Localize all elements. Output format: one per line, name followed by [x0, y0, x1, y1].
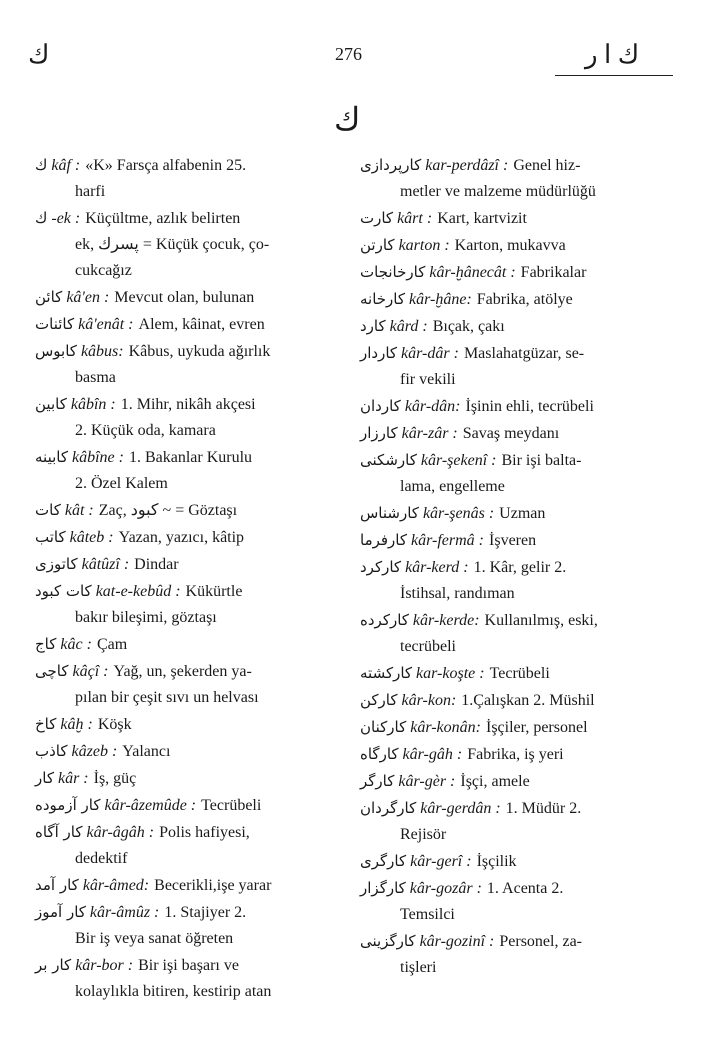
dictionary-entry [35, 338, 347, 391]
definition: Mevcut olan, bulunan [114, 289, 255, 306]
definition-continuation: lama, engelleme [400, 478, 505, 495]
definition: 1. Bakanlar Kurulu [128, 449, 253, 466]
arabic-headword: كارتن [360, 236, 395, 254]
dictionary-entry [360, 875, 672, 928]
transliteration: kâr-şekenî : [420, 452, 497, 469]
definition: Personel, za- [499, 933, 582, 950]
definition-continuation: Bir iş veya sanat öğreten [75, 930, 234, 947]
definition: Tecrübeli [489, 665, 550, 682]
dictionary-entry [35, 391, 347, 444]
transliteration: kâ'enât : [78, 316, 134, 333]
arabic-headword: كاركن [360, 691, 398, 709]
definition-continuation: kolaylıkla bitiren, kestirip atan [75, 983, 272, 1000]
definition: Uzman [499, 505, 546, 522]
arabic-headword: كارد [360, 317, 386, 335]
definition: Çam [96, 636, 128, 653]
arabic-headword: كائن [35, 288, 63, 306]
arabic-headword: كارگاه [360, 745, 399, 763]
arabic-headword: كات كبود [35, 582, 92, 600]
definition: Savaş meydanı [462, 425, 560, 442]
transliteration: kâr-âgâh : [86, 824, 155, 841]
dictionary-entry [360, 340, 672, 393]
definition-continuation: cukcağız [75, 262, 132, 279]
definition: Karton, mukavva [454, 237, 566, 254]
dictionary-entry [35, 444, 347, 497]
transliteration: kâr-gèr : [398, 773, 456, 790]
definition: İşinin ehli, tecrübeli [465, 398, 594, 415]
transliteration: kâr : [57, 770, 89, 787]
transliteration: -ek : [51, 210, 81, 227]
arabic-headword: كاذب [35, 742, 68, 760]
dictionary-entry [35, 819, 347, 872]
dictionary-entry [35, 738, 347, 765]
definition: Polis hafiyesi, [159, 824, 250, 841]
arabic-headword: كارپردازى [360, 156, 422, 174]
definition: Küçültme, azlık belirten [85, 210, 241, 227]
arabic-headword: كار آموز [35, 903, 86, 921]
definition: Bir işi balta- [501, 452, 582, 469]
arabic-headword: كائنات [35, 315, 75, 333]
definition-continuation: 2. Özel Kalem [75, 475, 168, 492]
dictionary-entry [35, 524, 347, 551]
arabic-headword: كاركرده [360, 611, 409, 629]
arabic-headword: ك [35, 156, 48, 174]
transliteration: kâr-gozâr : [409, 880, 482, 897]
dictionary-entry [360, 205, 672, 232]
definition: Köşk [97, 716, 132, 733]
transliteration: kâr-şenâs : [422, 505, 495, 522]
transliteration: kâr-bor : [75, 957, 134, 974]
arabic-headword: كار آگاه [35, 823, 83, 841]
arabic-headword: كاتوزى [35, 555, 78, 573]
transliteration: kâr-gâh : [402, 746, 463, 763]
transliteration: kâr-âmed: [82, 877, 150, 894]
arabic-headword: كابين [35, 395, 67, 413]
arabic-headword: كاتب [35, 528, 66, 546]
arabic-headword: كاج [35, 635, 57, 653]
arabic-headword: ك [35, 209, 48, 227]
dictionary-entry [360, 660, 672, 687]
transliteration: kâḫ : [60, 716, 93, 733]
transliteration: kâzeb : [71, 743, 118, 760]
dictionary-entry [35, 952, 347, 1005]
definition: Alem, kâinat, evren [138, 316, 265, 333]
transliteration: kâr-dân: [404, 398, 461, 415]
transliteration: kâçî : [72, 663, 109, 680]
dictionary-entry [35, 872, 347, 899]
transliteration: kâr-kerde: [412, 612, 480, 629]
dictionary-entry [360, 607, 672, 660]
definition-continuation: ek, پسرك = Küçük çocuk, ço- [75, 236, 270, 253]
arabic-headword: كاركشته [360, 664, 413, 682]
dictionary-entry [35, 205, 347, 284]
transliteration: kâr-konân: [410, 719, 481, 736]
definition-continuation: tecrübeli [400, 638, 456, 655]
transliteration: kâr-âmûz : [89, 904, 160, 921]
transliteration: kâr-zâr : [401, 425, 458, 442]
definition: «K» Farsça alfabenin 25. [85, 157, 247, 174]
dictionary-entry [360, 768, 672, 795]
definition-continuation: dedektif [75, 850, 128, 867]
definition-continuation: İstihsal, randıman [400, 585, 515, 602]
definition-continuation: fir vekili [400, 371, 456, 388]
dictionary-entry [35, 711, 347, 738]
definition-continuation: tişleri [400, 959, 437, 976]
dictionary-entry [35, 551, 347, 578]
transliteration: kâbîn : [70, 396, 116, 413]
definition: Bir işi başarı ve [138, 957, 239, 974]
transliteration: karton : [398, 237, 450, 254]
header-left-glyph: ك [28, 40, 50, 69]
arabic-headword: كاخ [35, 715, 57, 733]
definition: Genel hiz- [513, 157, 581, 174]
definition: Tecrübeli [201, 797, 262, 814]
dictionary-entry [360, 687, 672, 714]
definition: İşçiler, personel [485, 719, 588, 736]
definition: 1. Mihr, nikâh akçesi [120, 396, 256, 413]
dictionary-entry [35, 792, 347, 819]
arabic-headword: كارت [360, 209, 394, 227]
definition-continuation: Temsilci [400, 906, 455, 923]
definition: 1. Müdür 2. [505, 800, 582, 817]
definition: İş, güç [93, 770, 137, 787]
dictionary-entry [360, 152, 672, 205]
transliteration: kâtûzî : [81, 556, 130, 573]
transliteration: kâc : [60, 636, 92, 653]
arabic-headword: كارخانجات [360, 263, 426, 281]
definition: Yalancı [122, 743, 171, 760]
arabic-headword: كارگزار [360, 879, 406, 897]
dictionary-entry [360, 420, 672, 447]
transliteration: kar-koşte : [416, 665, 485, 682]
definition: Fabrikalar [520, 264, 587, 281]
transliteration: kat-e-kebûd : [95, 583, 181, 600]
dictionary-entry [360, 527, 672, 554]
transliteration: kâr-âzemûde : [104, 797, 197, 814]
definition-continuation: basma [75, 369, 116, 386]
definition: Maslahatgüzar, se- [463, 345, 585, 362]
arabic-headword: كاركنان [360, 718, 407, 736]
dictionary-entry [360, 714, 672, 741]
definition: Kükürtle [185, 583, 243, 600]
definition: Yağ, un, şekerden ya- [113, 663, 252, 680]
definition-continuation: bakır bileşimi, göztaşı [75, 609, 217, 626]
right-column [360, 152, 672, 981]
definition-continuation: pılan bir çeşit sıvı un helvası [75, 689, 259, 706]
definition: Yazan, yazıcı, kâtip [118, 529, 245, 546]
transliteration: kâr-ḫânecât : [429, 264, 516, 281]
dictionary-entry [35, 631, 347, 658]
arabic-headword: كار بر [35, 956, 72, 974]
transliteration: kâr-gerî : [410, 853, 472, 870]
transliteration: kâr-gozinî : [419, 933, 495, 950]
dictionary-entry [360, 447, 672, 500]
transliteration: kâr-dâr : [401, 345, 459, 362]
transliteration: kâr-kerd : [405, 559, 469, 576]
dictionary-entry [35, 152, 347, 205]
dictionary-entry [35, 497, 347, 524]
definition: 1. Stajiyer 2. [164, 904, 247, 921]
arabic-headword: كابوس [35, 342, 77, 360]
dictionary-entry [360, 232, 672, 259]
definition: 1.Çalışkan 2. Müshil [461, 692, 595, 709]
dictionary-entry [35, 578, 347, 631]
definition-continuation: 2. Küçük oda, kamara [75, 422, 216, 439]
dictionary-entry [360, 313, 672, 340]
arabic-headword: كار [35, 769, 54, 787]
dictionary-entry [35, 765, 347, 792]
dictionary-entry [35, 284, 347, 311]
arabic-headword: كاردان [360, 397, 401, 415]
arabic-headword: كارشناس [360, 504, 419, 522]
definition: Kullanılmış, eski, [484, 612, 598, 629]
dictionary-entry [360, 741, 672, 768]
header-rule [555, 75, 673, 76]
transliteration: kât : [64, 502, 94, 519]
arabic-headword: كاركرد [360, 558, 402, 576]
arabic-headword: كارخانه [360, 290, 406, 308]
definition-continuation: harfi [75, 183, 106, 200]
dictionary-entry [360, 795, 672, 848]
arabic-headword: كار آزموده [35, 796, 101, 814]
transliteration: kârd : [389, 318, 428, 335]
transliteration: kâr-ḫâne: [409, 291, 472, 308]
dictionary-entry [360, 848, 672, 875]
arabic-headword: كارگردان [360, 799, 417, 817]
definition-continuation: Rejisör [400, 826, 447, 843]
arabic-headword: كارگرى [360, 852, 407, 870]
arabic-headword: كارگر [360, 772, 395, 790]
definition: Dindar [134, 556, 179, 573]
definition: Bıçak, çakı [432, 318, 505, 335]
transliteration: kâr-kon: [401, 692, 457, 709]
transliteration: kâteb : [69, 529, 114, 546]
dictionary-entry [360, 928, 672, 981]
arabic-headword: كارزار [360, 424, 398, 442]
definition: İşçi, amele [460, 773, 530, 790]
left-column [35, 152, 347, 1005]
definition: Zaç, كبود ~ = Göztaşı [98, 502, 238, 519]
definition: Kâbus, uykuda ağırlık [128, 343, 271, 360]
transliteration: kâbîne : [71, 449, 124, 466]
dictionary-entry [360, 393, 672, 420]
arabic-headword: كارشكنى [360, 451, 417, 469]
arabic-headword: كابينه [35, 448, 68, 466]
dictionary-entry [35, 899, 347, 952]
definition: İşveren [489, 532, 537, 549]
page-number: 276 [335, 44, 362, 64]
transliteration: kâ'en : [66, 289, 110, 306]
dictionary-entry [360, 554, 672, 607]
transliteration: kâr-gerdân : [420, 800, 501, 817]
arabic-headword: كار آمد [35, 876, 79, 894]
dictionary-entry [360, 286, 672, 313]
transliteration: kâr-fermâ : [411, 532, 485, 549]
definition: Fabrika, atölye [476, 291, 573, 308]
arabic-headword: كارفرما [360, 531, 408, 549]
dictionary-entry [360, 500, 672, 527]
definition: 1. Acenta 2. [486, 880, 564, 897]
dictionary-entry [360, 259, 672, 286]
arabic-headword: كارگزينى [360, 932, 416, 950]
transliteration: kar-perdâzî : [425, 157, 509, 174]
definition: Becerikli,işe yarar [154, 877, 272, 894]
transliteration: kâbus: [80, 343, 124, 360]
arabic-headword: كات [35, 501, 61, 519]
section-title: ك [334, 101, 361, 137]
definition: 1. Kâr, gelir 2. [473, 559, 567, 576]
arabic-headword: كاچى [35, 662, 69, 680]
dictionary-entry [35, 658, 347, 711]
transliteration: kârt : [397, 210, 433, 227]
header-right-glyph: ك ا ر [585, 40, 640, 69]
definition: Fabrika, iş yeri [467, 746, 564, 763]
dictionary-entry [35, 311, 347, 338]
definition-continuation: metler ve malzeme müdürlüğü [400, 183, 596, 200]
definition: İşçilik [476, 853, 517, 870]
arabic-headword: كاردار [360, 344, 398, 362]
definition: Kart, kartvizit [437, 210, 527, 227]
transliteration: kâf : [51, 157, 81, 174]
